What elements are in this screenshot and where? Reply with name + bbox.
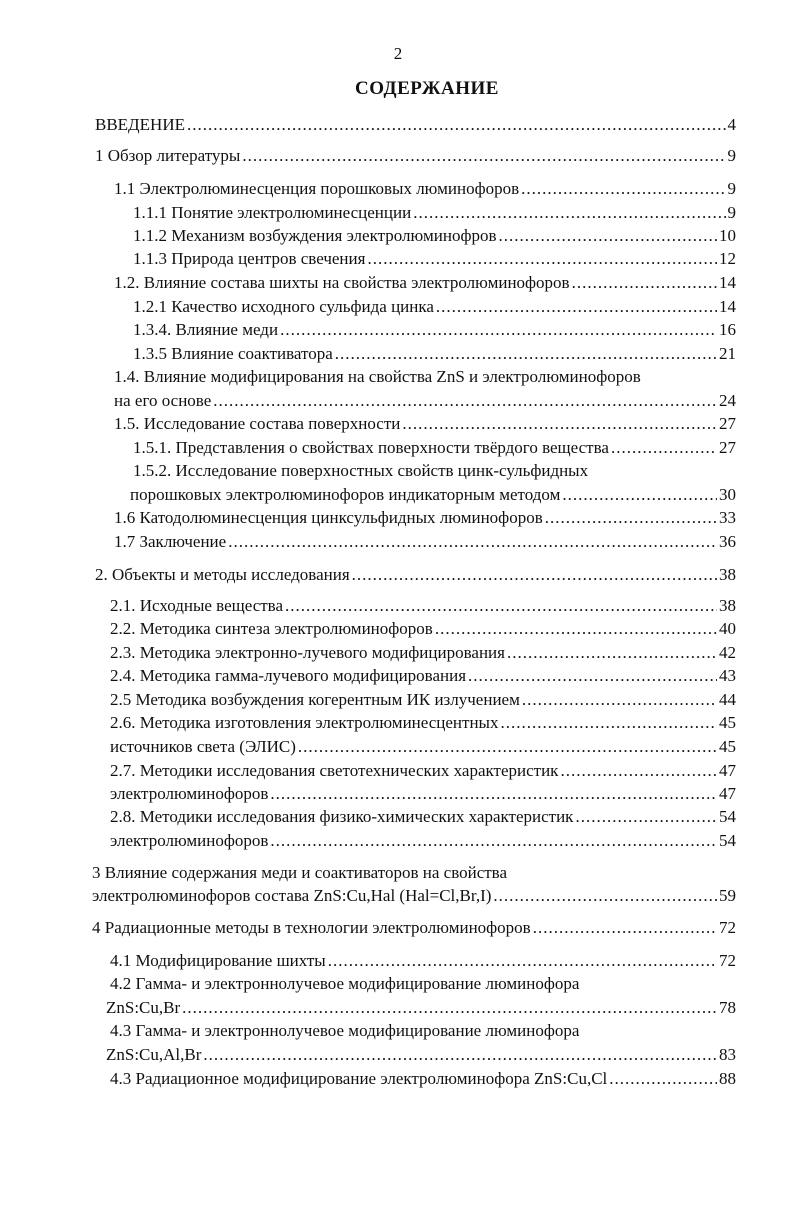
toc-entry [110,665,736,687]
page-number: 2 [393,44,403,63]
toc-entry-title: 2.6. Методика изготовления электролюминесцентных [110,713,499,732]
toc-entry-title: 1 Обзор литературы [95,146,241,165]
toc-entry-title: ZnS:Cu,Br [106,998,181,1017]
toc-entry-title-line1: 3 Влияние содержания меди и соактиваторов на свойства [92,863,508,882]
toc-entry-title: 2.3. Методика электронно-лучевого модифицирования [110,643,505,662]
toc-entry-page: 27 [719,414,736,433]
toc-entry [114,413,736,435]
toc-entry [95,114,736,136]
toc-entry-page: 43 [719,666,736,685]
toc-entry [110,736,736,758]
toc-entry-title: 1.3.4. Влияние меди [133,320,279,339]
toc-entry-page: 78 [719,998,736,1017]
toc-entry-title: электролюминофоров состава ZnS:Cu,Hal (Hal=Cl,Br,I) [92,886,492,905]
toc-entry-title-line1: 1.5.2. Исследование поверхностных свойств цинк-сульфидных [133,461,589,480]
toc-entry-page: 72 [719,951,736,970]
toc-entry-title: на его основе [114,391,212,410]
toc-entry-page: 27 [719,438,736,457]
toc-entry-page: 38 [719,596,736,615]
toc-entry-title: 2.5 Методика возбуждения когерентным ИК излучением [110,690,520,709]
toc-entry-title: 2.1. Исходные вещества [110,596,284,615]
toc-entry-page: 10 [719,226,736,245]
page-title: СОДЕРЖАНИЕ [355,78,499,99]
toc-entry [114,390,736,412]
toc-entry [92,917,736,939]
toc-entry [110,950,736,972]
toc-entry-title: ВВЕДЕНИЕ [95,115,185,134]
toc-entry-page: 88 [719,1069,736,1088]
toc-entry [110,760,736,782]
toc-entry [133,202,736,224]
toc-entry [110,783,736,805]
toc-entry-title: электролюминофоров [110,831,269,850]
toc-entry [95,145,736,167]
toc-entry-page: 4 [727,115,736,134]
toc-entry [110,689,736,711]
toc-entry [133,248,736,270]
toc-entry [133,225,736,247]
toc-entry-title: электролюминофоров [110,784,269,803]
toc-entry-title: 1.1.3 Природа центров свечения [133,249,366,268]
toc-entry-page: 9 [727,146,736,165]
toc-entry-page: 16 [719,320,736,339]
toc-entry [110,642,736,664]
toc-entry-page: 36 [719,532,736,551]
toc-entry-page: 33 [719,508,736,527]
toc-entry-page: 9 [727,203,736,222]
toc-entry-title: 1.1.2 Механизм возбуждения электролюминофров [133,226,497,245]
toc-entry-page: 45 [719,737,736,756]
toc-entry-title-line1: 4.2 Гамма- и электроннолучевое модифицирование люминофора [110,974,580,993]
toc-entry-title: 2.4. Методика гамма-лучевого модифицирования [110,666,467,685]
toc-entry [114,272,736,294]
toc-entry [114,531,736,553]
toc-entry-title-line1: 4.3 Гамма- и электроннолучевое модифицирование люминофора [110,1021,580,1040]
toc-entry-title: 4 Радиационные методы в технологии электролюминофоров [92,918,531,937]
toc-entry [133,343,736,365]
toc-entry [106,997,736,1019]
toc-entry-title: 1.7 Заключение [114,532,227,551]
toc-entry-title: порошковых электролюминофоров индикаторным методом [130,485,561,504]
toc-entry-title: 1.3.5 Влияние соактиватора [133,344,333,363]
toc-entry [114,178,736,200]
toc-entry-page: 54 [719,831,736,850]
toc-entry [114,507,736,529]
toc-entry-page: 42 [719,643,736,662]
toc-entry [110,712,736,734]
toc-entry-page: 14 [719,297,736,316]
toc-entry-page: 12 [719,249,736,268]
toc-entry-page: 40 [719,619,736,638]
toc-entry-title-line1: 1.4. Влияние модифицирования на свойства ZnS и электролюминофоров [114,367,641,386]
toc-entry-title: источников света (ЭЛИС) [110,737,296,756]
toc-entry-title: 1.1 Электролюминесценция порошковых люминофоров [114,179,520,198]
toc-entry [95,564,736,586]
toc-entry [133,319,736,341]
toc-entry-title: 1.5.1. Представления о свойствах поверхности твёрдого вещества [133,438,609,457]
toc-entry-title: 4.1 Модифицирование шихты [110,951,326,970]
toc-entry-page: 30 [719,485,736,504]
toc-entry-page: 38 [719,565,736,584]
toc-entry-page: 24 [719,391,736,410]
toc-entry-title: 2.2. Методика синтеза электролюминофоров [110,619,433,638]
toc-entry-page: 83 [719,1045,736,1064]
toc-entry [110,830,736,852]
toc-entry-title: 1.1.1 Понятие электролюминесценции [133,203,412,222]
toc-entry-page: 47 [719,761,736,780]
toc-entry-page: 9 [727,179,736,198]
toc-entry-page: 54 [719,807,736,826]
toc-entry [110,806,736,828]
toc-entry-page: 21 [719,344,736,363]
toc-entry-page: 14 [719,273,736,292]
toc-entry-page: 47 [719,784,736,803]
toc-entry [106,1044,736,1066]
toc-entry [110,595,736,617]
toc-entry-title: 1.2. Влияние состава шихты на свойства электролюминофоров [114,273,570,292]
toc-entry-page: 72 [719,918,736,937]
toc-entry-title: 1.2.1 Качество исходного сульфида цинка [133,297,434,316]
toc-entry-page: 45 [719,713,736,732]
toc-entry-title: 2.7. Методики исследования светотехнических характеристик [110,761,559,780]
toc-entry-page: 59 [719,886,736,905]
toc-entry [130,484,736,506]
toc-entry-title: 4.3 Радиационное модифицирование электролюминофора ZnS:Cu,Cl [110,1069,608,1088]
toc-entry-title: 1.6 Катодолюминесценция цинксульфидных люминофоров [114,508,543,527]
toc-entry-title: 2. Объекты и методы исследования [95,565,350,584]
toc-entry-page: 44 [719,690,736,709]
toc-entry-title: 2.8. Методики исследования физико-химических характеристик [110,807,574,826]
toc-entry-title: 1.5. Исследование состава поверхности [114,414,401,433]
toc-entry [110,1068,736,1090]
toc-entry [92,885,736,907]
toc-entry-title: ZnS:Cu,Al,Br [106,1045,202,1064]
toc-entry [133,437,736,459]
toc-entry [133,296,736,318]
toc-entry [110,618,736,640]
